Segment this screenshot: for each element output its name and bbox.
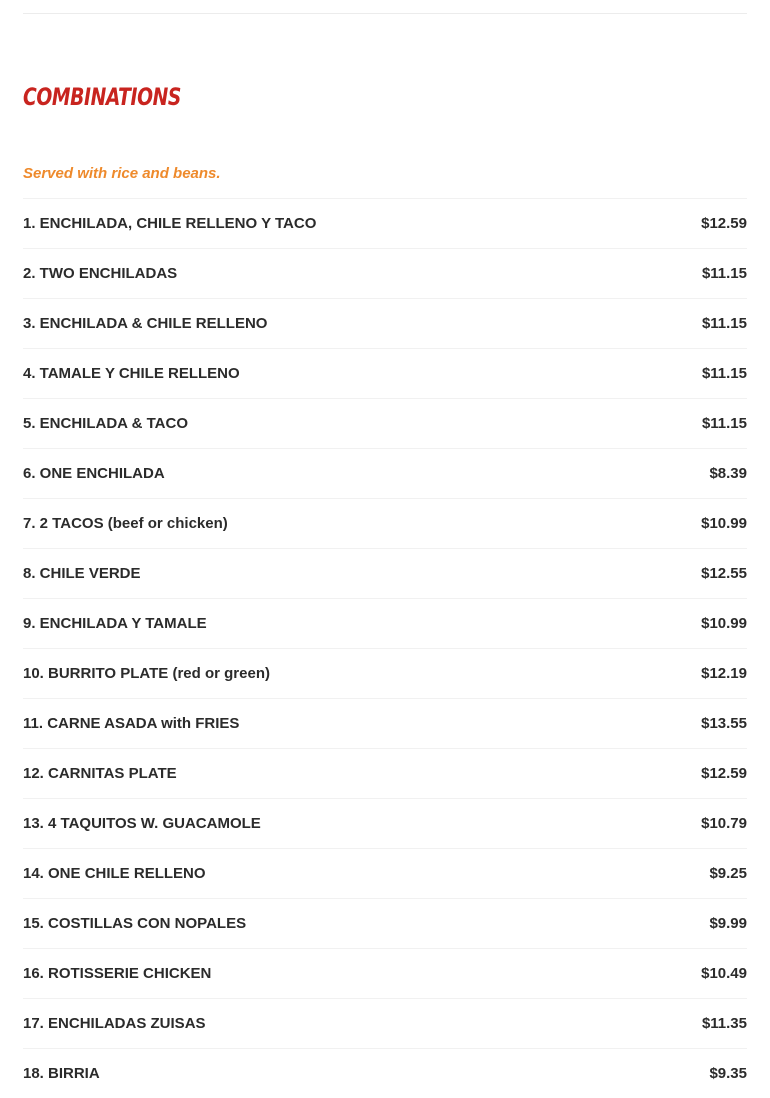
section-title: COMBINATIONS (23, 83, 181, 111)
menu-item (23, 898, 747, 948)
menu-item (23, 348, 747, 398)
menu-item-price: $10.79 (701, 815, 747, 832)
menu-item-price: $8.39 (709, 465, 747, 482)
menu-item-name: 17. ENCHILADAS ZUISAS (23, 1015, 206, 1032)
section-subtitle: Served with rice and beans. (23, 165, 221, 182)
menu-item (23, 198, 747, 248)
menu-item (23, 698, 747, 748)
menu-item-price: $12.59 (701, 215, 747, 232)
menu-item (23, 948, 747, 998)
menu-item-price: $10.49 (701, 965, 747, 982)
section-divider (23, 13, 747, 14)
menu-item (23, 448, 747, 498)
menu-item-price: $11.35 (701, 1015, 747, 1032)
menu-item (23, 398, 747, 448)
menu-item-name: 14. ONE CHILE RELLENO (23, 865, 206, 882)
menu-item (23, 748, 747, 798)
menu-item-name: 6. ONE ENCHILADA (23, 465, 165, 482)
menu-item-price: $9.25 (709, 865, 747, 882)
menu-item-name: 2. TWO ENCHILADAS (23, 265, 178, 282)
menu-item (23, 648, 747, 698)
menu-item-price: $12.59 (701, 765, 747, 782)
menu-item-price: $9.99 (709, 915, 747, 932)
menu-item (23, 498, 747, 548)
menu-item-price: $13.55 (701, 715, 747, 732)
menu-item (23, 798, 747, 848)
menu-item-name: 18. BIRRIA (23, 1065, 100, 1082)
menu-item (23, 298, 747, 348)
menu-item-name: 4. TAMALE Y CHILE RELLENO (23, 365, 240, 382)
menu-item (23, 248, 747, 298)
menu-item-name: 16. ROTISSERIE CHICKEN (23, 965, 212, 982)
menu-item-name: 12. CARNITAS PLATE (23, 765, 177, 782)
menu-item (23, 548, 747, 598)
menu-item-price: $12.55 (701, 565, 747, 582)
menu-item-price: $11.15 (701, 315, 747, 332)
menu-item-name: 10. BURRITO PLATE (red or green) (23, 665, 270, 682)
menu-item-price: $11.15 (701, 265, 747, 282)
menu-item-price: $11.15 (701, 415, 747, 432)
menu-item-price: $10.99 (701, 615, 747, 632)
menu-item (23, 998, 747, 1048)
menu-item-name: 9. ENCHILADA Y TAMALE (23, 615, 207, 632)
menu-item-name: 15. COSTILLAS CON NOPALES (23, 915, 247, 932)
menu-item-name: 1. ENCHILADA, CHILE RELLENO Y TACO (23, 215, 317, 232)
menu-list (23, 198, 747, 1098)
menu-item-name: 11. CARNE ASADA with FRIES (23, 715, 240, 732)
menu-item-name: 3. ENCHILADA & CHILE RELLENO (23, 315, 268, 332)
menu-item-price: $11.15 (701, 365, 747, 382)
menu-item-name: 13. 4 TAQUITOS W. GUACAMOLE (23, 815, 261, 832)
menu-item-price: $10.99 (701, 515, 747, 532)
menu-item-name: 7. 2 TACOS (beef or chicken) (23, 515, 228, 532)
menu-item-price: $9.35 (709, 1065, 747, 1082)
menu-item-name: 5. ENCHILADA & TACO (23, 415, 188, 432)
menu-item (23, 1048, 747, 1098)
menu-item (23, 848, 747, 898)
menu-item-price: $12.19 (701, 665, 747, 682)
menu-item-name: 8. CHILE VERDE (23, 565, 141, 582)
menu-item (23, 598, 747, 648)
